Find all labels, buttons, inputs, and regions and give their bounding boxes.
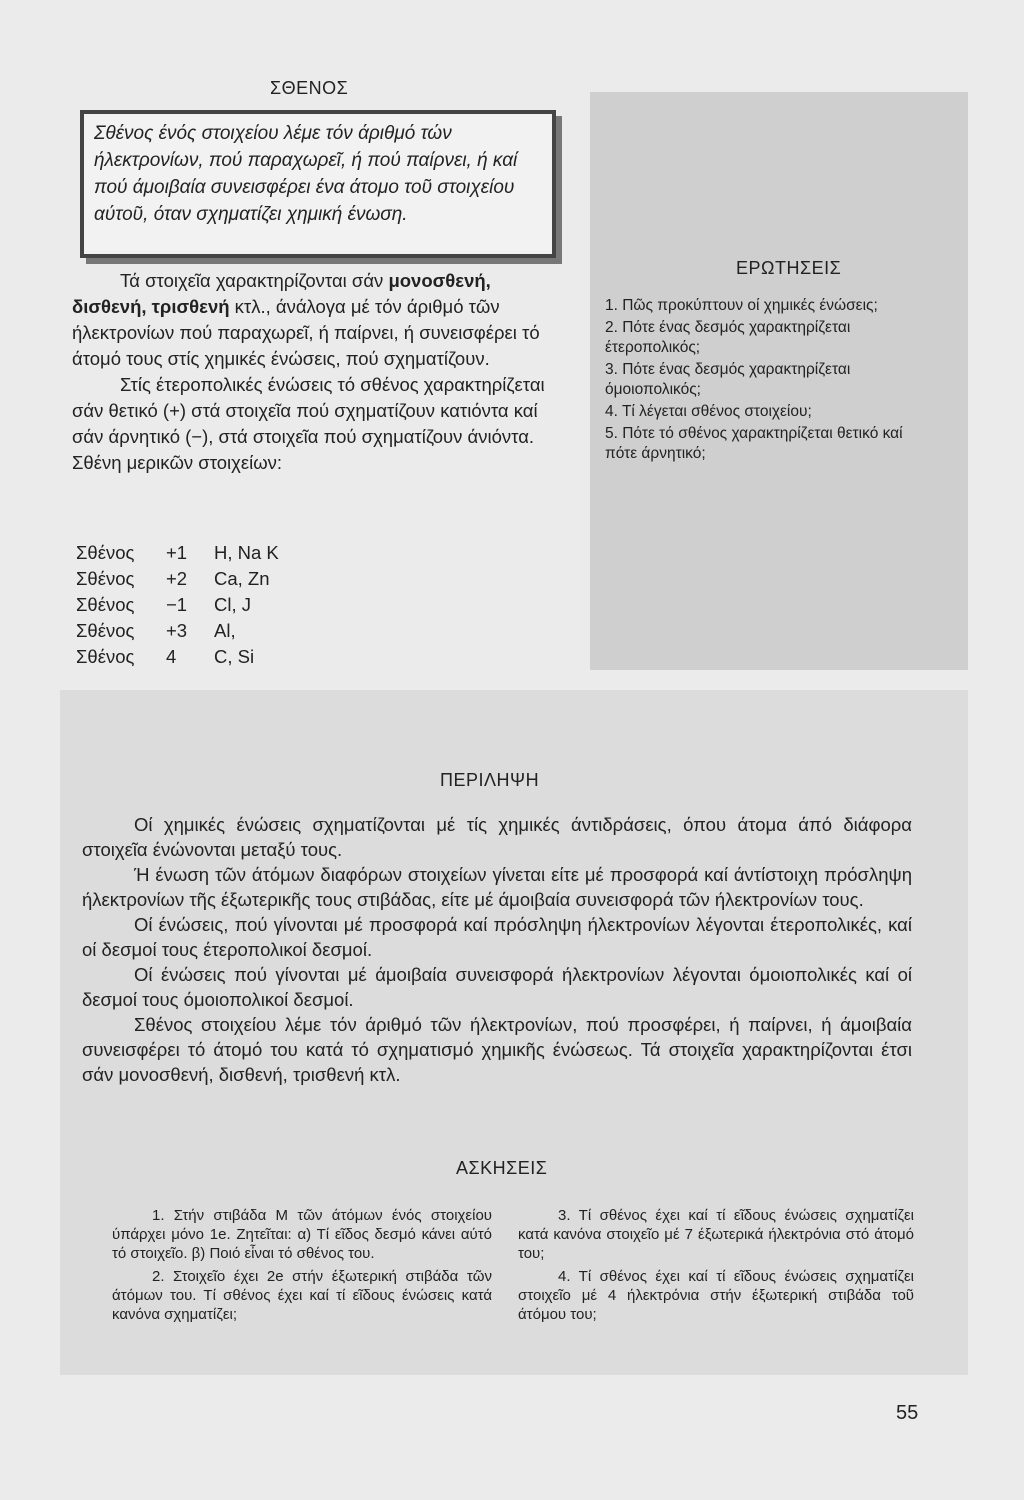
valency-row: Σθένος −1 Cl, J [76, 594, 251, 615]
questions-list [605, 296, 915, 466]
exercises-heading: ΑΣΚΗΣΕΙΣ [456, 1158, 548, 1178]
question-item: 4. Τί λέγεται σθένος στοιχείου; [605, 403, 812, 420]
question-item: 2. Πότε ένας δεσμός χαρακτηρίζεται έτεροπολικός; [605, 319, 851, 356]
summary-paragraph: Ή ένωση τῶν άτόμων διαφόρων στοιχείων γίνεται είτε μέ προσφορά καί άντίστοιχη πρόσληψη ήλεκτρονίων τῆς έξωτερικῆς τους στιβάδας, είτε μέ άμοιβαία συνεισφορά τῶν ήλεκτρονίων τους. [82, 864, 912, 910]
body-text [72, 268, 567, 476]
questions-heading: ΕΡΩΤΗΣΕΙΣ [736, 258, 842, 278]
exercises-left-column [112, 1206, 492, 1328]
definition-text: Σθένος ένός στοιχείου λέμε τόν άριθμό τών ήλεκτρονίων, πού παραχωρεῖ, ή πού παίρνει, ή καί πού άμοιβαία συνεισφέρει ένα άτομο τοῦ στοιχείου αύτοῦ, όταν σχηματίζει χημική ένωση. [94, 123, 518, 225]
page-number: 55 [896, 1402, 919, 1424]
question-item: 5. Πότε τό σθένος χαρακτηρίζεται θετικό καί πότε άρνητικό; [605, 425, 903, 462]
summary-paragraph: Οί ένώσεις, πού γίνονται μέ προσφορά καί πρόσληψη ήλεκτρονίων λέγονται έτεροπολικές, καί οί δεσμοί τους έτεροπολικοί δεσμοί. [82, 914, 912, 960]
summary-heading: ΠΕΡΙΛΗΨΗ [440, 770, 540, 790]
page-title: ΣΘΕΝΟΣ [270, 78, 349, 98]
valency-row: Σθένος 4 C, Si [76, 646, 255, 667]
summary-text [82, 812, 912, 1087]
valence-terms: μονοσθενή, δισθενή, τρισθενή [72, 270, 491, 317]
question-item: 3. Πότε ένας δεσμός χαρακτηρίζεται όμοιοπολικός; [605, 361, 851, 398]
body-paragraph-1: Τά στοιχεῖα χαρακτηρίζονται σάν μονοσθενή, δισθενή, τρισθενή κτλ., άνάλογα μέ τόν άριθμό τῶν ήλεκτρονίων πού παραχωρεῖ, ή παίρνει, ή συνεισφέρει τό άτομό τους στίς χημικές ένώσεις, πού σχηματίζουν. [72, 270, 540, 369]
exercises-right-column [518, 1206, 914, 1328]
exercise-item: 4. Τί σθένος έχει καί τί εῖδους ένώσεις σχηματίζει στοιχεῖο μέ 4 ήλεκτρόνια στήν έξωτερική στιβάδα τοῦ άτόμου του; [518, 1268, 914, 1323]
valency-row: Σθένος +3 Al, [76, 620, 236, 641]
exercise-item: 3. Τί σθένος έχει καί τί εῖδους ένώσεις σχηματίζει κατά κανόνα στοιχεῖο μέ 7 έξωτερικά ήλεκτρόνια στό άτομό του; [518, 1207, 914, 1262]
summary-paragraph: Οί ένώσεις πού γίνονται μέ άμοιβαία συνεισφορά ήλεκτρονίων λέγονται όμοιοπολικές καί οί δεσμοί τους όμοιοπολικοί δεσμοί. [82, 964, 912, 1010]
summary-paragraph: Οί χημικές ένώσεις σχηματίζονται μέ τίς χημικές άντιδράσεις, όπου άτομα άπό διάφορα στοιχεῖα ένώνονται μεταξύ τους. [82, 814, 912, 860]
definition-box [80, 110, 556, 258]
valency-row: Σθένος +2 Ca, Zn [76, 568, 270, 589]
exercise-item: 1. Στήν στιβάδα Μ τῶν άτόμων ένός στοιχείου ύπάρχει μόνο 1e. Ζητεῖται: α) Τί εῖδος δεσμό κάνει αύτό τό στοιχεῖο. β) Ποιό εἶναι τό σθένος του. [112, 1207, 492, 1262]
exercise-item: 2. Στοιχεῖο έχει 2e στήν έξωτερική στιβάδα τῶν άτόμων του. Τί σθένος έχει καί τί εῖδους ένώσεις κατά κανόνα σχηματίζει; [112, 1268, 492, 1323]
summary-paragraph: Σθένος στοιχείου λέμε τόν άριθμό τῶν ήλεκτρονίων, πού προσφέρει, ή παίρνει, ή άμοιβαία συνεισφέρει τό άτομό του κατά τό σχηματισμό χημικῆς ένώσεως. Τά στοιχεῖα χαρακτηρίζονται έτσι σάν μονοσθενή, δισθενή, τρισθενή κτλ. [82, 1014, 912, 1085]
valency-table [76, 540, 474, 670]
question-item: 1. Πῶς προκύπτουν οί χημικές ένώσεις; [605, 297, 878, 314]
body-paragraph-2: Στίς έτεροπολικές ένώσεις τό σθένος χαρακτηρίζεται σάν θετικό (+) στά στοιχεῖα πού σχηματίζουν κατιόντα καί σάν άρνητικό (−), στά στοιχεῖα πού σχηματίζουν άνιόντα. Σθένη μερικῶν στοιχείων: [72, 374, 545, 473]
valency-row: Σθένος +1 H, Na K [76, 542, 279, 563]
